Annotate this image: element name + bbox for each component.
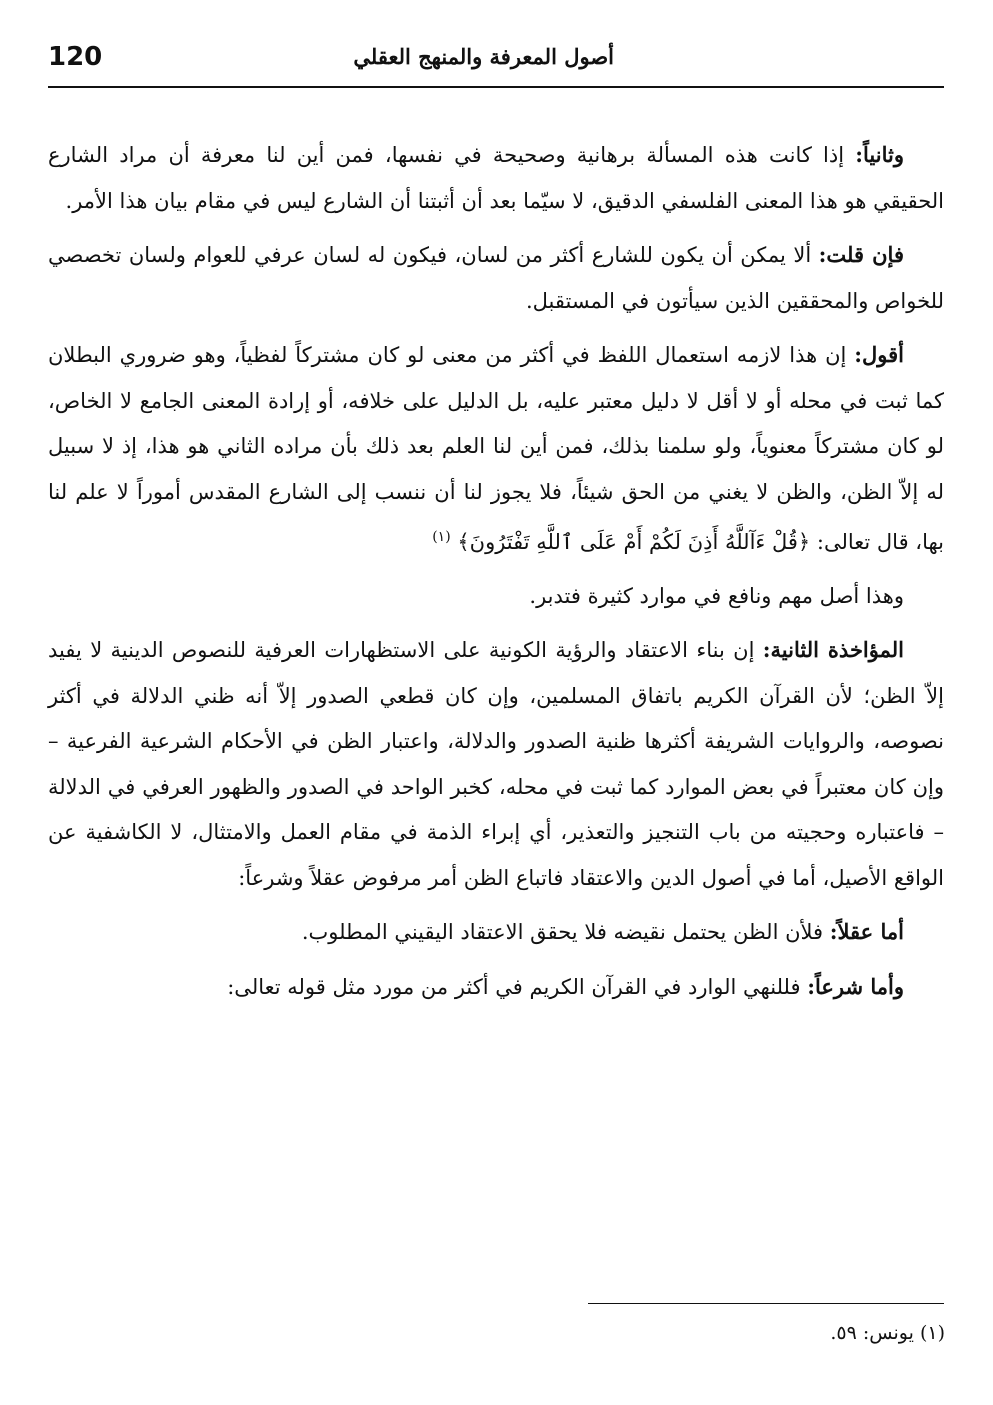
paragraph-text: وهذا أصل مهم ونافع في موارد كثيرة فتدبر. [529, 583, 904, 608]
paragraph-text: ألا يمكن أن يكون للشارع أكثر من لسان، فيكون له لسان عرفي للعوام ولسان تخصصي للخواص والمحققين الذين سيأتون في المستقبل. [48, 243, 944, 313]
paragraph-text: إن هذا لازمه استعمال اللفظ في أكثر من معنى لو كان مشتركاً لفظياً، وهو ضروري البطلان كما ثبت في محله أو لا أقل لا دليل معتبر عليه، بل الدليل على خلافه، أو إرادة المعنى الجامع لا الخاص، لو كان مشتركاً معنوياً، ولو سلمنا بذلك، فمن أين لنا العلم بعد ذلك بأن مراده الثاني هو هذا، إذ لا سبيل له إلاّ الظن، والظن لا يغني من الحق شيئاً، فلا يجوز لنا أن ننسب إلى الشارع المقدس أموراً لا علم لنا بها، قال تعالى: [48, 343, 944, 554]
page-header [48, 42, 944, 82]
paragraph-reply [48, 332, 944, 566]
paragraph-text: إن بناء الاعتقاد والرؤية الكونية على الاستظهارات العرفية للنصوص الدينية لا يفيد إلاّ الظن؛ لأن القرآن الكريم باتفاق المسلمين، وإن كان قطعي الصدور إلاّ أنه ظني الدلالة في أكثر نصوصه، والروايات الشريفة أكثرها ظنية الصدور والدلالة، واعتبار الظن في الأحكام الشرعية الفرعية – وإن كان معتبراً في بعض الموارد كما ثبت في محله، كخبر الواحد في الصدور والظهور العرفي في الدلالة – فاعتباره وحجيته من باب التنجيز والتعذير، أي إبراء الذمة في مقام العمل والامتثال، لا الكاشفية عن الواقع الأصيل، أما في أصول الدين والاعتقاد فاتباع الظن أمر مرفوض عقلاً وشرعاً: [48, 638, 944, 890]
footnote-divider [588, 1303, 944, 1304]
main-text [48, 132, 944, 1018]
paragraph-text: فلأن الظن يحتمل نقيضه فلا يحقق الاعتقاد اليقيني المطلوب. [301, 920, 830, 944]
quran-verse: ﴿قُلْ ءَآللَّهُ أَذِنَ لَكُمْ أَمْ عَلَى ٱللَّهِ تَفْتَرُونَ﴾ [457, 530, 817, 554]
paragraph-lead: أما عقلاً: [829, 919, 904, 944]
paragraph-important [48, 574, 944, 620]
paragraph-second-objection [48, 627, 944, 901]
paragraph-objection [48, 232, 944, 324]
paragraph-rationally [48, 909, 944, 956]
paragraph-lead: وأما شرعاً: [807, 973, 904, 999]
paragraph-secondly [48, 132, 944, 224]
footnote-reference: (١) [432, 529, 451, 545]
page-number: 120 [48, 42, 103, 72]
paragraph-lead: أقول: [854, 342, 904, 367]
running-title: أصول المعرفة والمنهج العقلي [353, 44, 614, 69]
header-divider [48, 86, 944, 88]
paragraph-text: إذا كانت هذه المسألة برهانية وصحيحة في نفسها، فمن أين لنا معرفة أن مراد الشارع الحقيقي هو هذا المعنى الفلسفي الدقيق، لا سيّما بعد أن أثبتنا أن الشارع ليس في مقام بيان هذا الأمر. [48, 143, 944, 213]
paragraph-lead: وثانياً: [855, 142, 904, 167]
footnote: (١) يونس: ٥٩. [830, 1322, 945, 1344]
paragraph-lead: فإن قلت: [818, 242, 904, 267]
paragraph-legally [48, 964, 944, 1011]
paragraph-text: فللنهي الوارد في القرآن الكريم في أكثر من مورد مثل قوله تعالى: [227, 974, 808, 999]
paragraph-lead: المؤاخذة الثانية: [762, 637, 904, 662]
